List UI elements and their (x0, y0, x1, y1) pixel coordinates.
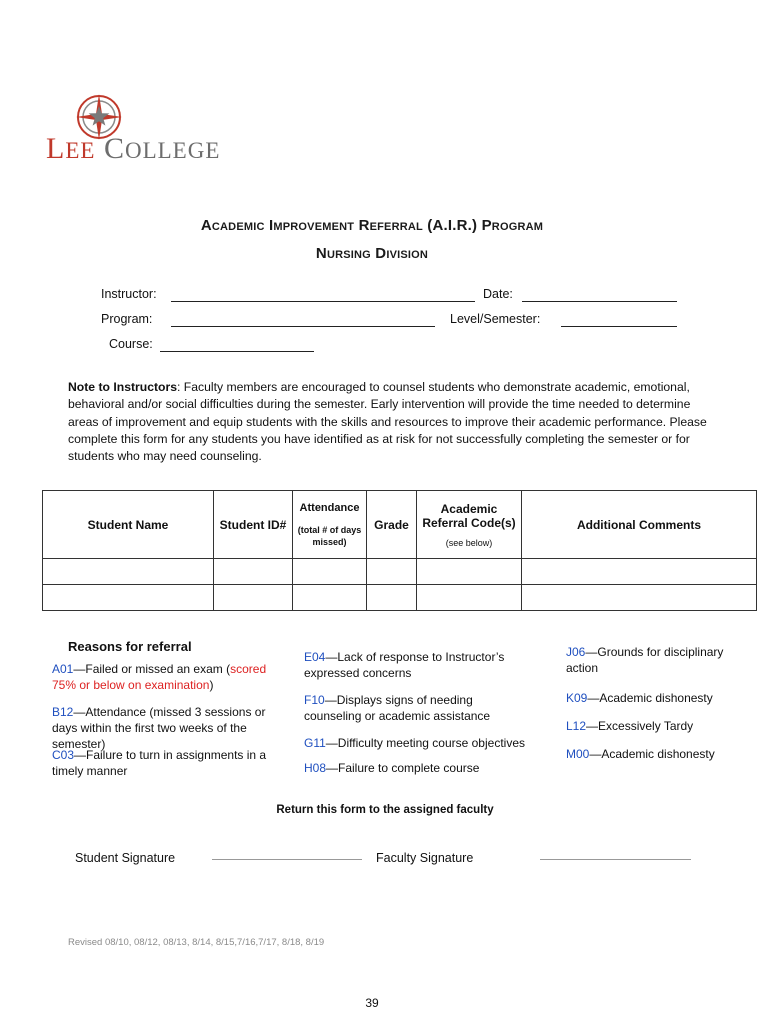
reason-code: C03 (52, 748, 75, 762)
attendance-note: (total # of days (297, 524, 362, 535)
comments-cell[interactable] (522, 585, 757, 611)
reason-code: L12 (566, 719, 587, 733)
reason-e04 (304, 649, 529, 681)
date-field[interactable] (522, 301, 677, 302)
grade-cell[interactable] (367, 585, 417, 611)
reason-highlight: scored 75% or below on examination (52, 662, 267, 692)
logo-letter: L (46, 132, 66, 165)
note-to-instructors (68, 379, 708, 465)
reason-h08 (304, 760, 529, 776)
logo-letter: C (103, 132, 125, 165)
program-field[interactable] (171, 326, 435, 327)
instructor-field[interactable] (171, 301, 475, 302)
reason-m00 (566, 746, 736, 762)
referral-code-label: Referral Code(s) (422, 515, 516, 530)
grade-cell[interactable] (367, 559, 417, 585)
grade-header: Grade (367, 491, 417, 559)
faculty-signature-field[interactable] (540, 859, 691, 860)
logo-letters: OLLEGE (124, 138, 221, 163)
table-row (43, 585, 757, 611)
reason-l12 (566, 718, 736, 734)
attendance-label: Attendance (299, 501, 360, 514)
form-title: Academic Improvement Referral (A.I.R.) Program (200, 217, 544, 234)
reason-text: —Failure to turn in assignments in a timely manner (52, 748, 267, 778)
reason-text: —Excessively Tardy (586, 719, 694, 733)
reason-f10 (304, 692, 529, 724)
reason-text: —Attendance (missed 3 sessions or days within the first two weeks of the semester) (52, 705, 266, 751)
reason-text: —Failed or missed an exam ( (73, 662, 231, 676)
reason-text: —Difficulty meeting course objectives (325, 736, 525, 750)
reason-code: M00 (566, 747, 590, 761)
level-semester-label: Level/Semester: (450, 312, 541, 326)
form-subtitle: Nursing Division (315, 245, 429, 262)
reason-a01 (52, 661, 277, 693)
reasons-heading: Reasons for referral (68, 639, 192, 654)
return-instruction: Return this form to the assigned faculty (276, 804, 494, 816)
reason-j06 (566, 644, 736, 676)
attendance-cell[interactable] (293, 585, 367, 611)
referral-code-cell[interactable] (417, 559, 522, 585)
revision-history: Revised 08/10, 08/12, 08/13, 8/14, 8/15,7/16,7/17, 8/18, 8/19 (68, 937, 325, 948)
note-text: : Faculty members are encouraged to counsel students who demonstrate academic, emotional, behavioral and/or social difficulties during the semester. Early intervention will provide the time needed to determine areas of improvement and equip students with the skills and resources to improve their academic performance. Please complete this form for any students you have identified as at risk for not successfully completing the semester or for students who may need counseling. (68, 380, 707, 464)
reason-text: ) (209, 678, 214, 692)
attendance-cell[interactable] (293, 559, 367, 585)
student-signature-field[interactable] (212, 859, 362, 860)
student-signature-label: Student Signature (75, 851, 176, 865)
student-id-cell[interactable] (214, 559, 293, 585)
reason-code: H08 (304, 761, 327, 775)
reason-code: B12 (52, 705, 74, 719)
reason-text: —Academic dishonesty (589, 747, 715, 761)
additional-comments-header: Additional Comments (522, 491, 757, 559)
reason-c03 (52, 747, 277, 779)
reason-k09 (566, 690, 736, 706)
reason-code: E04 (304, 650, 326, 664)
reason-code: J06 (566, 645, 586, 659)
reason-g11 (304, 735, 529, 751)
attendance-header (293, 491, 367, 559)
referral-code-label: Academic (440, 501, 498, 516)
reason-text: —Failure to complete course (326, 761, 480, 775)
faculty-signature-label: Faculty Signature (376, 851, 474, 865)
reason-b12 (52, 704, 277, 752)
student-id-cell[interactable] (214, 585, 293, 611)
student-name-cell[interactable] (43, 585, 214, 611)
page-number: 39 (365, 996, 379, 1010)
course-label: Course: (109, 337, 153, 351)
student-name-header: Student Name (43, 491, 214, 559)
course-field[interactable] (160, 351, 314, 352)
level-semester-field[interactable] (561, 326, 677, 327)
reason-code: G11 (304, 736, 326, 750)
attendance-note: missed) (312, 536, 347, 547)
reason-text: —Academic dishonesty (587, 691, 713, 705)
student-referral-table (42, 490, 757, 611)
reason-code: A01 (52, 662, 74, 676)
referral-code-note: (see below) (445, 537, 493, 548)
referral-code-cell[interactable] (417, 585, 522, 611)
program-label: Program: (101, 312, 153, 326)
instructor-label: Instructor: (101, 287, 157, 301)
note-label: Note to Instructors (68, 380, 178, 394)
student-name-cell[interactable] (43, 559, 214, 585)
reason-text: —Lack of response to Instructor’s expressed concerns (304, 650, 505, 680)
date-label: Date: (483, 287, 513, 301)
reason-code: F10 (304, 693, 325, 707)
reason-code: K09 (566, 691, 588, 705)
reason-text: —Displays signs of needing counseling or academic assistance (304, 693, 491, 723)
reason-text: —Grounds for disciplinary action (566, 645, 724, 675)
referral-code-header (417, 491, 522, 559)
student-id-header: Student ID# (214, 491, 293, 559)
college-wordmark (46, 132, 220, 166)
table-header-row (43, 491, 757, 559)
comments-cell[interactable] (522, 559, 757, 585)
logo-letters: EE (65, 138, 96, 163)
table-row (43, 559, 757, 585)
